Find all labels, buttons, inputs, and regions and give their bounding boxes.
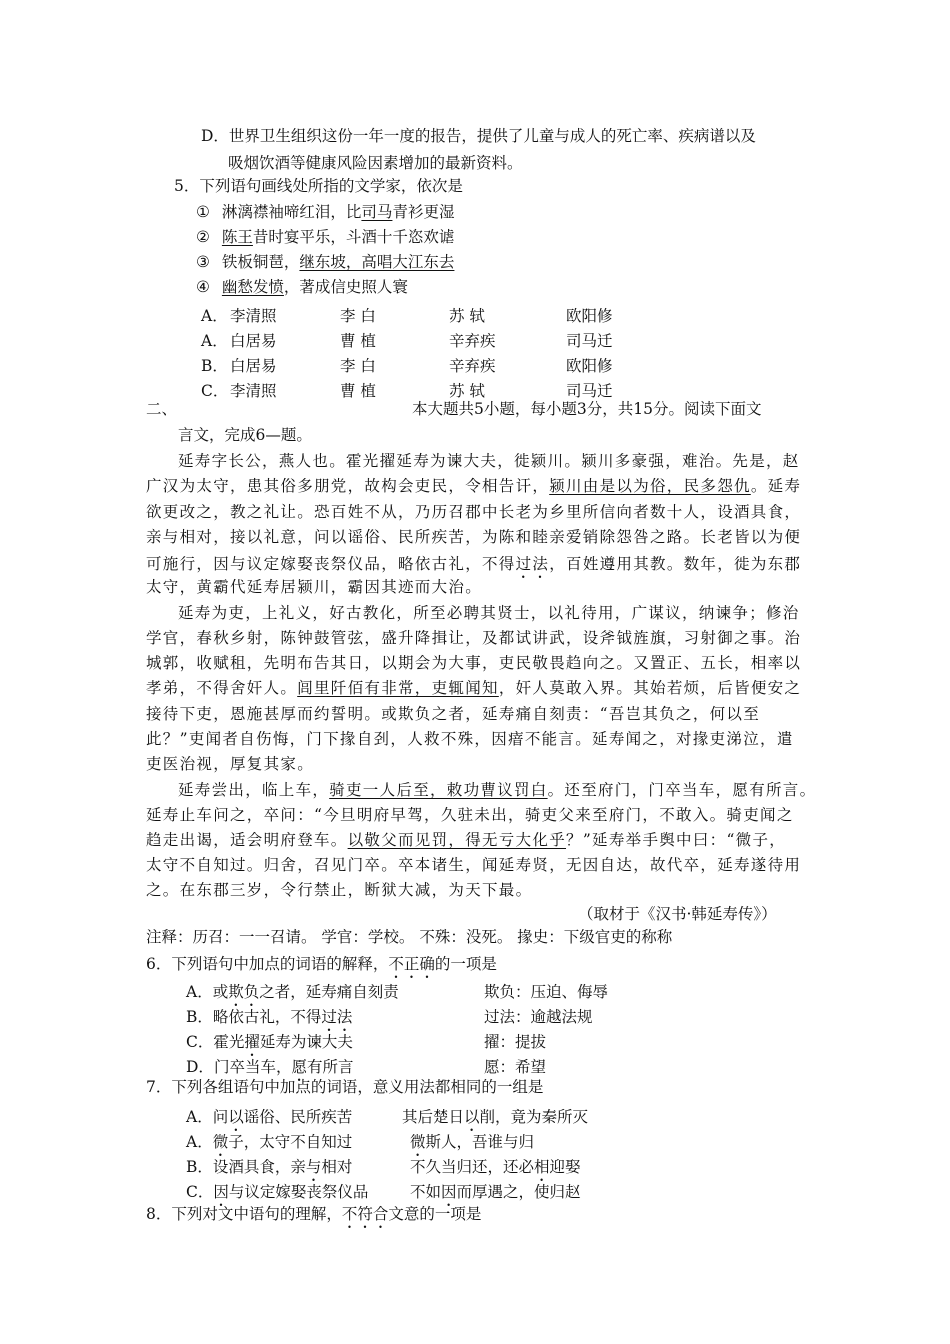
passage-line: 延寿为吏，上礼义，好古教化，所至必聘其贤士，以礼待用，广谋议，纳谏争；修治 xyxy=(178,604,800,622)
q5-item-1: ① 淋漓襟袖啼红泪，比司马青衫更湿 xyxy=(196,203,455,221)
passage-line: 广汉为太守，患其俗多朋党，故构会吏民，令相告讦，颍川由是以为俗，民多怨仇。延寿 xyxy=(146,477,802,495)
passage-line: 欲更改之，教之礼让。恐百姓不从，乃历召郡中长老为乡里所信向者数十人，设酒具食， xyxy=(146,503,802,521)
passage-line: 学官，春秋乡射，陈钟鼓管弦，盛升降揖让，及都试讲武，设斧钺旌旗，习射御之事。治 xyxy=(146,629,802,647)
q4-option-d-line1: D．世界卫生组织这份一年一度的报告，提供了儿童与成人的死亡率、疾病谱以及 xyxy=(201,127,756,145)
q5-item-2: ② 陈王昔时宴平乐，斗酒十千恣欢谑 xyxy=(196,228,455,246)
q7-stem: 7．下列各组语句中加点的词语，意义用法都相同的一组是 xyxy=(146,1078,544,1096)
passage-line: 此？”吏闻者自伤悔，门下掾自刭，人救不殊，因瘖不能言。延寿闻之，对掾吏涕泣，遣 xyxy=(146,730,794,748)
q5-item-3: ③ 铁板铜琶，继东坡，高唱大江东去 xyxy=(196,253,455,271)
passage-line: 太守不自知过。归舍，召见门卒。卒本诸生，闻延寿贤，无因自达，故代卒，延寿遂待用 xyxy=(146,856,802,874)
passage-line: 延寿止车问之，卒问：“今旦明府早驾，久驻未出，骑吏父来至府门，不敢入。骑吏闻之 xyxy=(146,806,794,824)
q8-stem: 8．下列对文中语句的理解，不符合文意的一项是 xyxy=(146,1205,482,1223)
q6-stem: 6．下列语句中加点的词语的解释，不正确的一项是 xyxy=(146,955,497,973)
passage-line: 接待下吏，恩施甚厚而约誓明。或欺负之者，延寿痛自刻责：“吾岂其负之，何以至 xyxy=(146,705,761,723)
passage-line: 太守，黄霸代延寿居颍川，霸因其迹而大治。 xyxy=(146,578,483,596)
passage-line: 城郭，收赋租，先明布告其日，以期会为大事，吏民敬畏趋向之。又置正、五长，相率以 xyxy=(146,654,802,672)
passage-source: （取材于《汉书·韩延寿传》） xyxy=(578,905,777,923)
q5-item-4: ④ 幽愁发愤，著成信史照人寰 xyxy=(196,278,408,296)
passage-notes: 注释：历召：一一召请。 学官：学校。 不殊：没死。 掾史：下级官吏的称称 xyxy=(146,928,673,946)
q4-option-d-line2: 吸烟饮酒等健康风险因素增加的最新资料。 xyxy=(228,154,523,172)
passage-line: 孝弟，不得舍奸人。闾里阡佰有非常，吏辄闻知，奸人莫敢入界。其始若烦，后皆便安之 xyxy=(146,679,802,697)
section-description: 本大题共5小题，每小题3分，共15分。阅读下面文 xyxy=(412,400,762,418)
passage-line: 吏医治视，厚复其家。 xyxy=(146,755,315,773)
passage-line: 延寿尝出，临上车，骑吏一人后至，敕功曹议罚白。还至府门，门卒当车，愿有所言。 xyxy=(178,781,817,799)
section-description-cont: 言文，完成6—题。 xyxy=(178,426,312,444)
passage-line: 亲与相对，接以礼意，问以谣俗、民所疾苦，为陈和睦亲爱销除怨咎之路。长老皆以为便 xyxy=(146,528,802,546)
passage-line: 之。在东郡三岁，令行禁止，断狱大减，为天下最。 xyxy=(146,881,533,899)
passage-line: 可施行，因与议定嫁娶丧祭仪品，略依古礼，不得过法，百姓遵用其教。数年，徙为东郡 xyxy=(146,555,802,573)
q5-stem: 5．下列语句画线处所指的文学家，依次是 xyxy=(174,177,463,195)
section-number: 二、 xyxy=(146,400,178,418)
passage-line: 趋走出谒，适会明府登车。以敬父而见罚，得无亏大化乎？”延寿举手舆中曰：“微子， xyxy=(146,831,787,849)
passage-line: 延寿字长公，燕人也。霍光擢延寿为谏大夫，徙颍川。颍川多豪强，难治。先是，赵 xyxy=(178,452,800,470)
